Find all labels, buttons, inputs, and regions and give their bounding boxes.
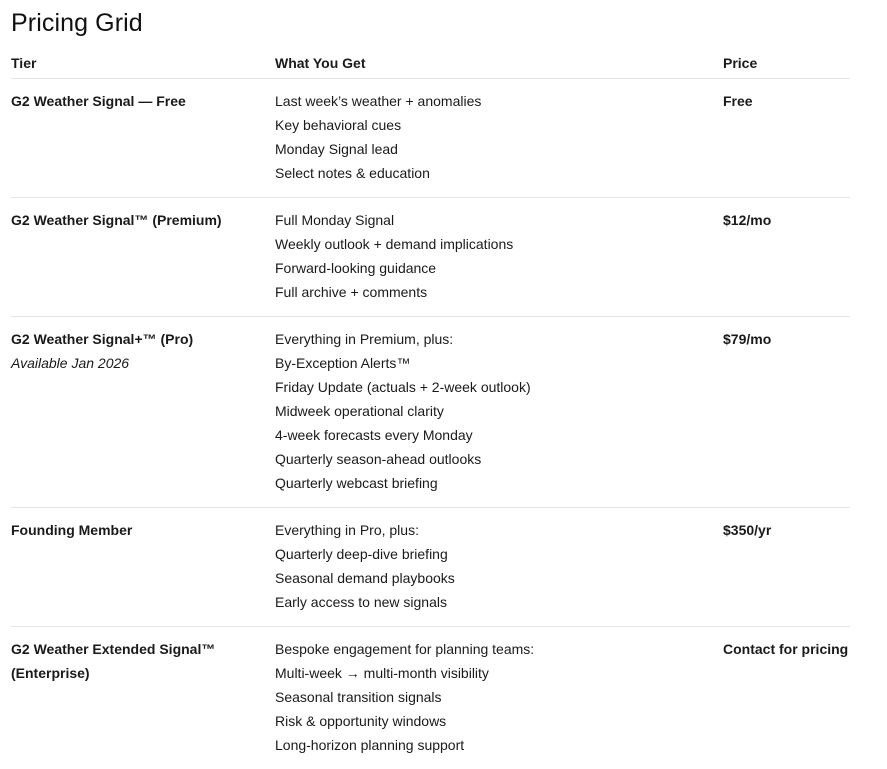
feature-item: Long-horizon planning support	[275, 737, 465, 753]
table-body	[11, 79, 850, 769]
header-price: Price	[723, 55, 758, 71]
price-cell	[723, 208, 850, 232]
feature-item: 4-week forecasts every Monday	[275, 427, 473, 443]
price-value: Free	[723, 93, 753, 109]
price-value: $79/mo	[723, 331, 772, 347]
header-tier: Tier	[11, 55, 37, 71]
tier-name: G2 Weather Signal — Free	[11, 93, 186, 109]
tier-cell	[11, 327, 275, 375]
tier-name: G2 Weather Signal+™ (Pro)	[11, 331, 194, 347]
tier-name: G2 Weather Signal™ (Premium)	[11, 212, 222, 228]
table-row	[11, 317, 850, 508]
price-cell	[723, 327, 850, 351]
price-value: $12/mo	[723, 212, 772, 228]
feature-item: Monday Signal lead	[275, 141, 398, 157]
tier-cell	[11, 518, 275, 542]
tier-name: Founding Member	[11, 522, 133, 538]
feature-item: Full Monday Signal	[275, 212, 395, 228]
table-row	[11, 627, 850, 769]
tier-cell	[11, 89, 275, 113]
price-cell	[723, 518, 850, 542]
feature-item: Friday Update (actuals + 2-week outlook)	[275, 379, 531, 395]
table-row	[11, 508, 850, 627]
feature-item: Forward-looking guidance	[275, 260, 437, 276]
feature-item: Everything in Pro, plus:	[275, 522, 419, 538]
page-title: Pricing Grid	[11, 9, 143, 37]
price-value: $350/yr	[723, 522, 772, 538]
price-cell	[723, 89, 850, 113]
feature-item: Quarterly deep-dive briefing	[275, 546, 448, 562]
feature-item: Multi-week → multi-month visibility	[275, 665, 489, 681]
feature-item: Quarterly webcast briefing	[275, 475, 438, 491]
features-cell	[275, 637, 723, 757]
features-cell	[275, 208, 723, 304]
tier-cell	[11, 637, 275, 685]
tier-name: G2 Weather Extended Signal™	[11, 641, 216, 657]
feature-item: Risk & opportunity windows	[275, 713, 447, 729]
feature-item: Weekly outlook + demand implications	[275, 236, 514, 252]
features-cell	[275, 89, 723, 185]
feature-item: Midweek operational clarity	[275, 403, 444, 419]
table-header-row	[11, 50, 850, 79]
feature-item: Last week’s weather + anomalies	[275, 93, 482, 109]
feature-item: Seasonal transition signals	[275, 689, 442, 705]
tier-name: (Enterprise)	[11, 665, 90, 681]
feature-item: Select notes & education	[275, 165, 430, 181]
pricing-table	[11, 50, 850, 769]
feature-item: By-Exception Alerts™	[275, 355, 411, 371]
feature-item: Bespoke engagement for planning teams:	[275, 641, 535, 657]
header-features: What You Get	[275, 55, 366, 71]
tier-availability-note: Available Jan 2026	[11, 355, 130, 371]
tier-cell	[11, 208, 275, 232]
feature-item: Seasonal demand playbooks	[275, 570, 455, 586]
table-row	[11, 79, 850, 198]
feature-item: Early access to new signals	[275, 594, 447, 610]
price-cell	[723, 637, 850, 661]
feature-item: Key behavioral cues	[275, 117, 402, 133]
feature-item: Full archive + comments	[275, 284, 428, 300]
table-row	[11, 198, 850, 317]
features-cell	[275, 327, 723, 495]
feature-item: Everything in Premium, plus:	[275, 331, 454, 347]
price-value: Contact for pricing	[723, 641, 849, 657]
feature-item: Quarterly season-ahead outlooks	[275, 451, 482, 467]
features-cell	[275, 518, 723, 614]
